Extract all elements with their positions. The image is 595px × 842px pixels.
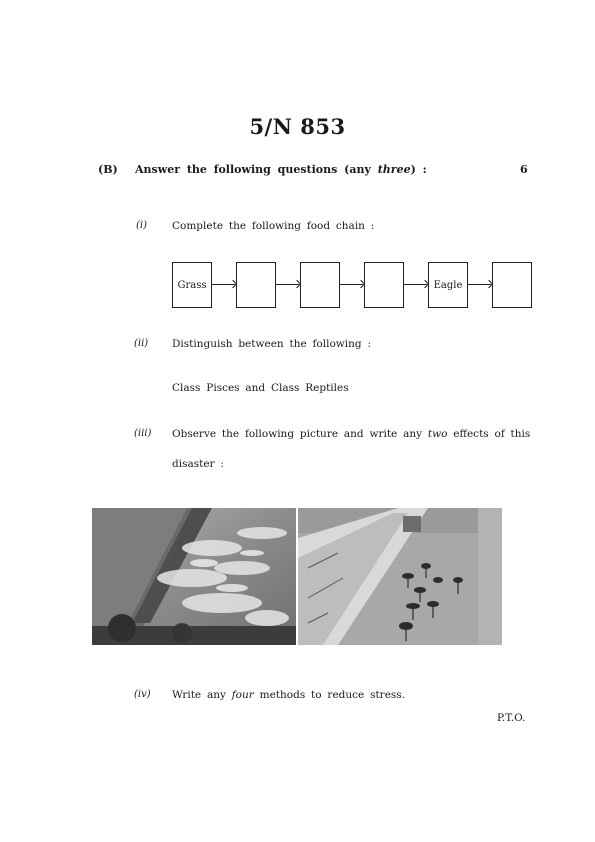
question-text: Write any four methods to reduce stress.: [172, 689, 406, 701]
food-chain-box: Eagle: [428, 262, 468, 308]
question-text: Observe the following picture and write any two effects of this: [172, 428, 531, 440]
page-title: 5/N 853: [249, 114, 346, 139]
food-chain-box[interactable]: [300, 262, 340, 308]
question-text: Complete the following food chain :: [172, 220, 375, 232]
question-subtext: Class Pisces and Class Reptiles: [172, 382, 349, 394]
section-instruction: Answer the following questions (any three) :: [135, 163, 427, 176]
question-text-line2: disaster :: [172, 458, 224, 470]
food-chain-box: Grass: [172, 262, 212, 308]
question-text: Distinguish between the following :: [172, 338, 371, 350]
question-number: (iv): [134, 689, 151, 700]
arrow-icon: [340, 284, 363, 285]
food-chain: [172, 262, 532, 308]
question-number: (i): [136, 220, 148, 231]
arrow-icon: [404, 284, 427, 285]
food-chain-box[interactable]: [236, 262, 276, 308]
section-label: (B): [98, 163, 118, 176]
food-chain-box[interactable]: [364, 262, 404, 308]
question-number: (ii): [134, 338, 149, 349]
section-marks: 6: [520, 163, 528, 176]
flood-river-photo: [92, 508, 296, 645]
arrow-icon: [276, 284, 299, 285]
arrow-icon: [212, 284, 235, 285]
question-number: (iii): [134, 428, 152, 439]
food-chain-box[interactable]: [492, 262, 532, 308]
arrow-icon: [468, 284, 491, 285]
flood-railway-photo: [298, 508, 502, 645]
pto-label: P.T.O.: [497, 712, 526, 724]
